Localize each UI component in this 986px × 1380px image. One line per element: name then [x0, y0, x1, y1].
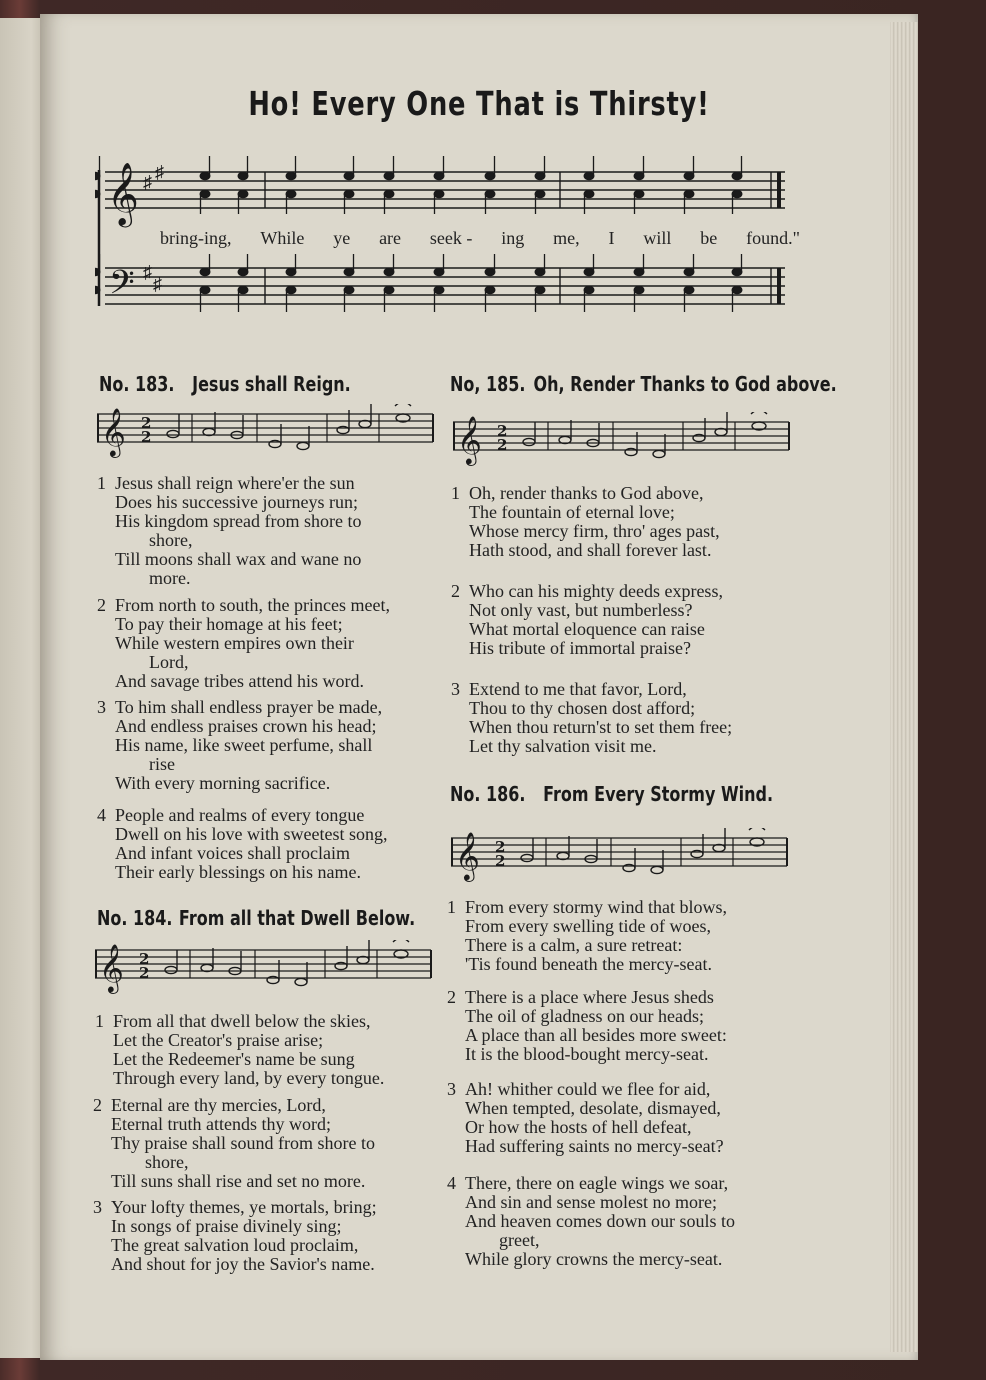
stanza-line: 2 Eternal are thy mercies, Lord,: [93, 1095, 326, 1115]
stanza-number: 2: [97, 595, 106, 615]
hymn-title-186: [450, 782, 773, 806]
stanza-line: And sin and sense molest no more;: [465, 1192, 717, 1212]
stanza-line: With every morning sacrifice.: [115, 773, 331, 793]
stanza-number: 3: [447, 1079, 456, 1099]
stanza-number: 1: [447, 897, 456, 917]
hymn-186-stanza-1: [447, 898, 727, 974]
stanza-line: His name, like sweet perfume, shall: [115, 735, 373, 755]
hymn-184-stanza-3: [93, 1198, 377, 1274]
stanza-line: And shout for joy the Savior's name.: [111, 1254, 375, 1274]
stanza-line: Lord,: [149, 652, 189, 672]
stanza-line: 3 Your lofty themes, ye mortals, bring;: [93, 1197, 377, 1217]
hymn-186-stanza-3: [447, 1080, 724, 1156]
lyric-syllable: are: [379, 228, 402, 248]
stanza-line: 3 Ah! whither could we flee for aid,: [447, 1079, 711, 1099]
stanza-line: 1 From every stormy wind that blows,: [447, 897, 727, 917]
hymn-title-185: [450, 372, 837, 396]
stanza-line: There is a calm, a sure retreat:: [465, 935, 683, 955]
stanza-line: Till moons shall wax and wane no: [115, 549, 362, 569]
stanza-line: A place than all besides more sweet:: [465, 1025, 727, 1045]
stanza-line: The oil of gladness on our heads;: [465, 1006, 704, 1026]
stanza-line: And infant voices shall proclaim: [115, 843, 350, 863]
lyric-syllable: ye: [333, 228, 351, 248]
stanza-line: greet,: [499, 1230, 540, 1250]
lyric-syllable: will: [643, 228, 672, 248]
lyric-syllable: ing: [501, 228, 525, 248]
stanza-line: From every swelling tide of woes,: [465, 916, 711, 936]
hymn-183-stanza-3: [97, 698, 382, 793]
stanza-line: 3 To him shall endless prayer be made,: [97, 697, 383, 717]
stanza-line: To pay their homage at his feet;: [115, 614, 343, 634]
hymn-185-stanza-3: [451, 680, 732, 756]
svg-text:♯: ♯: [153, 274, 162, 294]
stanza-line: While western empires own their: [115, 633, 354, 653]
score-lyrics: [160, 228, 800, 249]
page-block-edge: [890, 22, 918, 1352]
stanza-number: 1: [97, 473, 106, 493]
stanza-line: Let the Creator's praise arise;: [113, 1030, 324, 1050]
stanza-line: The fountain of eternal love;: [469, 502, 675, 522]
hymn-186-stanza-2: [447, 988, 727, 1064]
hymn-184-stanza-1: [95, 1012, 384, 1088]
stanza-number: 3: [97, 697, 106, 717]
stanza-line: 1 Oh, render thanks to God above,: [451, 483, 704, 503]
stanza-line: And endless praises crown his head;: [115, 716, 377, 736]
hymn-183-stanza-2: [97, 596, 390, 691]
svg-text:♯: ♯: [143, 262, 152, 282]
stanza-line: 2 Who can his mighty deeds express,: [451, 581, 723, 601]
stanza-line: When thou return'st to set them free;: [469, 717, 733, 737]
lyric-syllable: be: [700, 228, 718, 248]
hymn-185-staff: [453, 412, 793, 472]
stanza-line: Does his successive journeys run;: [115, 492, 358, 512]
stanza-line: Not only vast, but numberless?: [469, 600, 693, 620]
hymn-184-stanza-2: [93, 1096, 375, 1191]
hymn-title-183: [99, 372, 351, 396]
stanza-line: Thou to thy chosen dost afford;: [469, 698, 696, 718]
stanza-line: 2 From north to south, the princes meet,: [97, 595, 390, 615]
hymn-number: No, 185.: [450, 372, 526, 396]
svg-text:𝄢: 𝄢: [109, 264, 135, 310]
lyric-syllable: me,: [553, 228, 580, 248]
stanza-line: Eternal truth attends thy word;: [111, 1114, 331, 1134]
lyric-syllable: seek -: [429, 228, 473, 248]
hymn-184-staff: [95, 940, 435, 1000]
stanza-line: shore,: [145, 1152, 189, 1172]
stanza-line: Thy praise shall sound from shore to: [111, 1133, 375, 1153]
stanza-line: more.: [149, 568, 191, 588]
hymn-title-184: [97, 906, 415, 930]
stanza-line: 'Tis found beneath the mercy-seat.: [465, 954, 713, 974]
hymn-number: No. 186.: [450, 782, 526, 806]
stanza-line: 1 From all that dwell below the skies,: [95, 1011, 371, 1031]
hymn-183-stanza-1: [97, 474, 361, 588]
stanza-line: Dwell on his love with sweetest song,: [115, 824, 388, 844]
hymn-name: Jesus shall Reign.: [192, 372, 351, 396]
stanza-number: 2: [451, 581, 460, 601]
stanza-number: 4: [97, 805, 106, 825]
stanza-number: 1: [451, 483, 460, 503]
lyric-syllable: While: [260, 228, 305, 248]
stanza-number: 3: [451, 679, 460, 699]
stanza-line: 3 Extend to me that favor, Lord,: [451, 679, 687, 699]
stanza-line: Let thy salvation visit me.: [469, 736, 657, 756]
hymn-185-stanza-1: [451, 484, 720, 560]
stanza-number: 1: [95, 1011, 104, 1031]
hymn-183-staff: [97, 404, 437, 464]
stanza-line: 4 There, there on eagle wings we soar,: [447, 1173, 729, 1193]
stanza-line: It is the blood-bought mercy-seat.: [465, 1044, 709, 1064]
stanza-line: Till suns shall rise and set no more.: [111, 1171, 366, 1191]
stanza-line: Whose mercy firm, thro' ages past,: [469, 521, 720, 541]
stanza-line: Hath stood, and shall forever last.: [469, 540, 712, 560]
page-title: Ho! Every One That is Thirsty!: [248, 84, 710, 123]
stanza-line: Had suffering saints no mercy-seat?: [465, 1136, 724, 1156]
stanza-line: 4 People and realms of every tongue: [97, 805, 365, 825]
hymn-185-stanza-2: [451, 582, 723, 658]
stanza-line: His kingdom spread from shore to: [115, 511, 362, 531]
stanza-line: What mortal eloquence can raise: [469, 619, 705, 639]
lyric-syllable: bring-ing,: [160, 228, 232, 248]
hymn-number: No. 184.: [97, 906, 173, 930]
hymn-name: From all that Dwell Below.: [178, 906, 416, 930]
stanza-number: 3: [93, 1197, 102, 1217]
stanza-line: When tempted, desolate, dismayed,: [465, 1098, 721, 1118]
stanza-number: 2: [93, 1095, 102, 1115]
stanza-line: rise: [149, 754, 175, 774]
hymn-186-stanza-4: [447, 1174, 735, 1269]
stanza-line: And heaven comes down our souls to: [465, 1211, 735, 1231]
stanza-line: Through every land, by every tongue.: [113, 1068, 385, 1088]
svg-text:♯: ♯: [143, 172, 152, 192]
lyric-syllable: found.": [746, 228, 800, 248]
hymn-name: From Every Stormy Wind.: [543, 782, 774, 806]
stanza-line: While glory crowns the mercy-seat.: [465, 1249, 723, 1269]
stanza-line: 1 Jesus shall reign where'er the sun: [97, 473, 355, 493]
hymn-186-staff: [451, 828, 791, 888]
hymn-183-stanza-4: [97, 806, 387, 882]
stanza-line: Or how the hosts of hell defeat,: [465, 1117, 692, 1137]
stanza-line: In songs of praise divinely sing;: [111, 1216, 342, 1236]
stanza-line: 2 There is a place where Jesus sheds: [447, 987, 714, 1007]
hymn-name: Oh, Render Thanks to God above.: [533, 372, 837, 396]
stanza-line: shore,: [149, 530, 193, 550]
stanza-line: Let the Redeemer's name be sung: [113, 1049, 355, 1069]
lyric-syllable: I: [608, 228, 615, 248]
stanza-line: And savage tribes attend his word.: [115, 671, 364, 691]
stanza-line: Their early blessings on his name.: [115, 862, 361, 882]
stanza-line: The great salvation loud proclaim,: [111, 1235, 359, 1255]
stanza-line: His tribute of immortal praise?: [469, 638, 691, 658]
svg-text:♯: ♯: [155, 162, 164, 182]
svg-text:𝄞: 𝄞: [107, 162, 139, 225]
stanza-number: 4: [447, 1173, 456, 1193]
hymn-number: No. 183.: [99, 372, 175, 396]
stanza-number: 2: [447, 987, 456, 1007]
